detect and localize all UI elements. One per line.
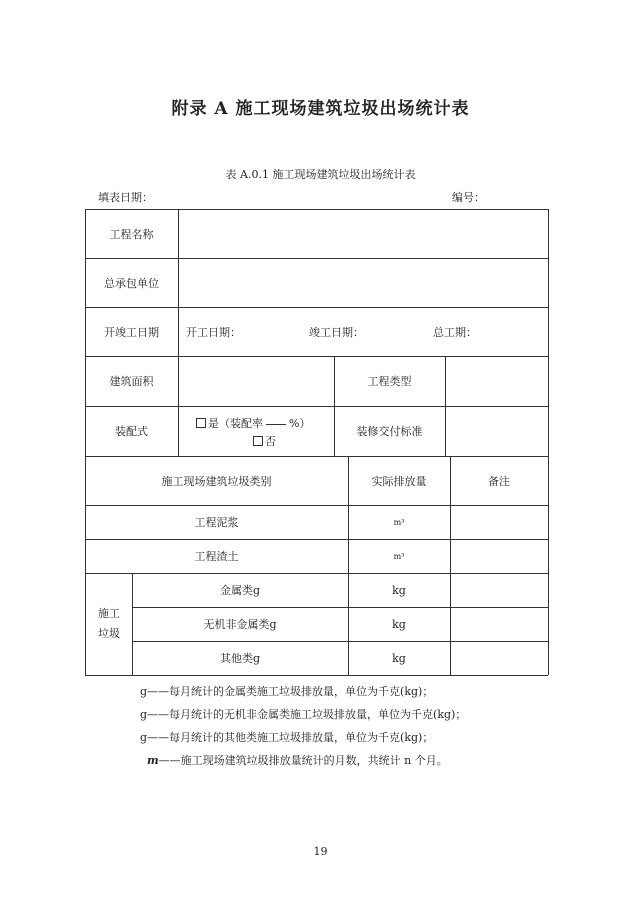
checkbox-icon (253, 436, 263, 446)
page-number: 19 (313, 845, 328, 858)
start-date-label: 开工日期： (186, 325, 241, 339)
metal-text: 金属类g (219, 584, 261, 597)
blank-underline (266, 424, 286, 425)
note-symbol: m (147, 754, 159, 767)
prefab-no-option (253, 433, 276, 449)
other-label (132, 641, 348, 675)
note-symbol: g (140, 731, 148, 744)
nonmetal-label (132, 607, 348, 641)
note-text: ——每月统计的金属类施工垃圾排放量，单位为千克(kg)； (147, 685, 434, 698)
prefab-yes-option (196, 415, 310, 431)
construction-waste-label: 施工垃圾 (98, 607, 120, 640)
page-title: 附录 A 施工现场建筑垃圾出场统计表 (171, 99, 470, 119)
table-border-bottom (85, 675, 548, 676)
metal-unit: kg (392, 583, 406, 597)
muck-label: 工程渣土 (194, 550, 239, 563)
nonmetal-unit: kg (392, 617, 406, 631)
building-area-label: 建筑面积 (109, 375, 154, 388)
number-label: 编号： (452, 191, 485, 204)
remark-header: 备注 (488, 474, 510, 488)
actual-discharge-header: 实际排放量 (371, 474, 427, 488)
note-other (140, 729, 433, 745)
mud-unit: m³ (393, 517, 405, 527)
decoration-standard-label: 装修交付标准 (356, 425, 423, 438)
muck-unit: m³ (393, 551, 405, 561)
waste-category-header: 施工现场建筑垃圾类别 (161, 474, 272, 488)
nonmetal-text: 无机非金属类g (203, 618, 277, 631)
note-metal (140, 683, 433, 699)
dates-label: 开竣工日期 (104, 325, 159, 339)
mud-label: 工程泥浆 (194, 516, 239, 529)
note-symbol: g (140, 708, 148, 721)
project-type-label: 工程类型 (367, 375, 412, 388)
column-divider (178, 209, 179, 456)
note-months (147, 752, 448, 768)
other-text: 其他类g (219, 652, 261, 665)
table-border-right (548, 209, 549, 675)
note-text: ——每月统计的无机非金属类施工垃圾排放量，单位为千克(kg)； (147, 708, 467, 721)
note-text: ——每月统计的其他类施工垃圾排放量，单位为千克(kg)； (147, 731, 434, 744)
prefab-yes-text: 是（装配率 (208, 417, 263, 430)
end-date-label: 竣工日期： (309, 325, 364, 339)
prefab-no-text: 否 (265, 435, 276, 448)
contractor-label: 总承包单位 (104, 276, 159, 290)
prefab-label: 装配式 (115, 425, 148, 438)
checkbox-icon (196, 418, 206, 428)
project-name-label: 工程名称 (109, 227, 154, 241)
note-symbol: g (140, 685, 148, 698)
fill-date-label: 填表日期： (98, 191, 153, 204)
total-period-label: 总工期： (433, 325, 477, 339)
prefab-percent-text: %） (289, 417, 311, 430)
metal-label (132, 573, 348, 607)
other-unit: kg (392, 651, 406, 665)
table-caption: 表 A.0.1 施工现场建筑垃圾出场统计表 (225, 168, 416, 181)
note-text: ——施工现场建筑垃圾排放量统计的月数，共统计 n 个月。 (158, 754, 448, 767)
column-divider (445, 356, 446, 456)
note-nonmetal (140, 706, 466, 722)
